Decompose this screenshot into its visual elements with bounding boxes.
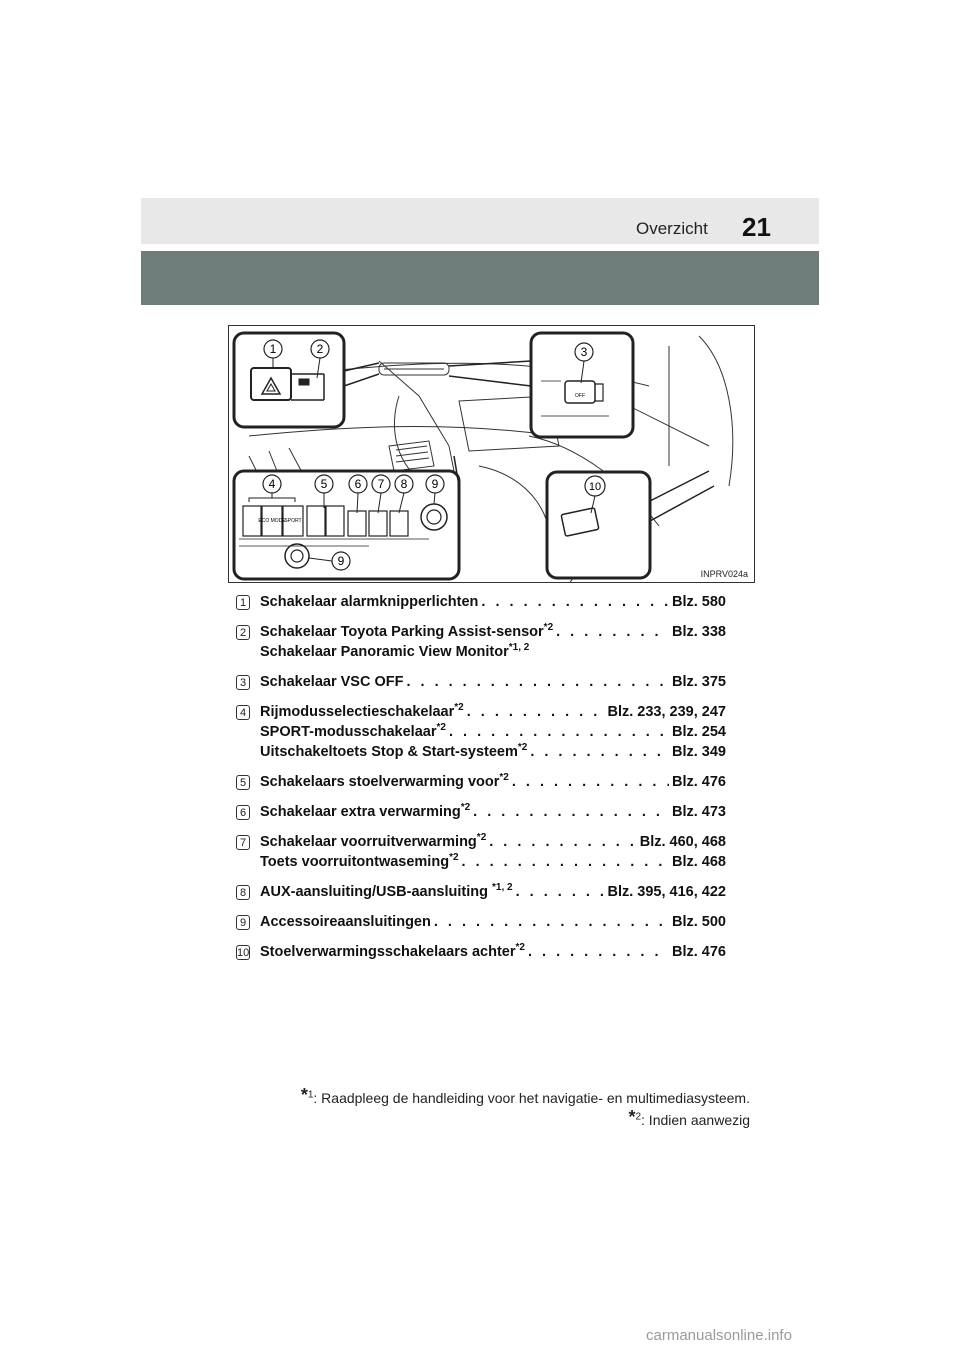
- header-band: [141, 251, 819, 305]
- item-line: [260, 884, 726, 904]
- footnote-mark: *1, 2: [492, 882, 513, 893]
- page-reference: Blz. 500: [672, 914, 726, 930]
- callout-6: 6: [354, 477, 362, 491]
- header-bar: [141, 198, 819, 244]
- footnote-mark: *2: [454, 702, 464, 713]
- eco-mode-label: ECO MODE: [258, 518, 286, 524]
- footnotes: [236, 1085, 750, 1129]
- item-number: 10: [237, 947, 250, 959]
- list-item: [236, 834, 726, 874]
- dot-leader: [467, 704, 605, 720]
- item-line: [260, 804, 726, 824]
- list-item: [236, 884, 726, 904]
- dot-leader: [473, 804, 669, 820]
- callout-9-lower: 9: [337, 554, 345, 568]
- callout-9: 9: [431, 477, 439, 491]
- footnote-number: 2: [635, 1111, 642, 1123]
- footnote-mark: *2: [543, 622, 554, 633]
- dot-leader: [449, 724, 669, 740]
- callout-8: 8: [400, 477, 408, 491]
- list-item: [236, 774, 726, 794]
- item-text: Schakelaar Panoramic View Monitor: [260, 644, 509, 660]
- list-item: [236, 944, 726, 964]
- dot-leader: [489, 834, 637, 850]
- callout-1: 1: [269, 342, 277, 356]
- item-number: 7: [236, 835, 250, 850]
- callout-10: 10: [588, 481, 602, 493]
- page-reference: Blz. 233, 239, 247: [607, 704, 726, 720]
- footnote-star: *: [300, 1085, 308, 1105]
- item-line: [260, 724, 726, 744]
- dot-leader: [530, 744, 669, 760]
- item-line: [260, 834, 726, 854]
- item-line: [260, 774, 726, 794]
- footnote-mark: *2: [436, 722, 446, 733]
- item-text: Uitschakeltoets Stop & Start-systeem: [260, 744, 518, 760]
- figure-code: INPRV024a: [700, 569, 748, 579]
- page-reference: Blz. 580: [672, 594, 726, 610]
- dot-leader: [516, 884, 605, 900]
- dashboard-drawing: [229, 326, 755, 583]
- page-number: 21: [742, 212, 771, 242]
- page-reference: Blz. 349: [672, 744, 726, 760]
- item-text: AUX-aansluiting/USB-aansluiting: [260, 884, 493, 900]
- callout-3: 3: [580, 345, 588, 359]
- footnote-1: [236, 1085, 750, 1107]
- item-text: Schakelaar extra verwarming: [260, 804, 461, 820]
- page-reference: Blz. 254: [672, 724, 726, 740]
- item-number: 5: [236, 775, 250, 790]
- list-item: [236, 594, 726, 614]
- page-reference: Blz. 460, 468: [639, 834, 726, 850]
- item-text: Stoelverwarmingsschakelaars achter: [260, 944, 516, 960]
- dot-leader: [462, 854, 669, 870]
- item-line: [260, 594, 726, 614]
- list-item: [236, 704, 726, 764]
- item-number: 1: [236, 595, 250, 610]
- item-line: [260, 744, 726, 764]
- footnote-mark: *2: [449, 852, 459, 863]
- dot-leader: [528, 944, 669, 960]
- page-reference: Blz. 338: [672, 624, 726, 640]
- item-number: 2: [236, 625, 250, 640]
- page-reference: Blz. 476: [672, 944, 726, 960]
- dot-leader: [481, 594, 669, 610]
- item-text: Rijmodusselectieschakelaar: [260, 704, 455, 720]
- dot-leader: [434, 914, 669, 930]
- footnote-text: : Indien aanwezig: [641, 1112, 750, 1128]
- item-text: Schakelaar alarmknipperlichten: [260, 594, 479, 610]
- page-reference: Blz. 476: [672, 774, 726, 790]
- item-text: SPORT-modusschakelaar: [260, 724, 437, 740]
- page-reference: Blz. 473: [672, 804, 726, 820]
- sport-label: SPORT: [284, 518, 302, 524]
- callout-4: 4: [268, 477, 276, 491]
- page-reference: Blz. 395, 416, 422: [607, 884, 726, 900]
- footnote-text: : Raadpleeg de handleiding voor het navigatie- en multimediasysteem.: [313, 1090, 750, 1106]
- footnote-2: [236, 1107, 750, 1129]
- dot-leader: [556, 624, 669, 640]
- list-item: [236, 624, 726, 664]
- item-text: Accessoireaansluitingen: [260, 914, 431, 930]
- footnote-mark: *2: [476, 832, 487, 843]
- footnote-number: 1: [307, 1089, 314, 1101]
- callout-5: 5: [320, 477, 328, 491]
- footnote-mark: *2: [515, 942, 525, 953]
- item-text: Toets voorruitontwaseming: [260, 854, 450, 870]
- item-number: 4: [236, 705, 250, 720]
- item-line: [260, 944, 726, 964]
- footnote-mark: *1, 2: [508, 642, 530, 653]
- list-item: [236, 674, 726, 694]
- dot-leader: [512, 774, 669, 790]
- item-text: Schakelaar VSC OFF: [260, 674, 404, 690]
- dot-leader: [406, 674, 669, 690]
- item-number: 6: [236, 805, 250, 820]
- item-line: [260, 854, 726, 874]
- item-text: Schakelaars stoelverwarming voor: [260, 774, 500, 790]
- item-line: [260, 624, 726, 644]
- footnote-mark: *2: [499, 772, 509, 783]
- section-title: Overzicht: [636, 219, 708, 238]
- item-line: [260, 914, 726, 934]
- item-number: 3: [236, 675, 250, 690]
- item-text: Schakelaar Toyota Parking Assist-sensor: [260, 624, 544, 640]
- footnote-mark: *2: [517, 742, 528, 753]
- callout-2: 2: [316, 342, 324, 356]
- item-line: [260, 674, 726, 694]
- footnote-mark: *2: [460, 802, 471, 813]
- item-number: 9: [236, 915, 250, 930]
- callout-7: 7: [377, 477, 385, 491]
- vsc-off-label: OFF: [575, 393, 585, 399]
- list-item: [236, 914, 726, 934]
- watermark: carmanualsonline.info: [646, 1327, 792, 1344]
- list-item: [236, 804, 726, 824]
- item-line: [260, 704, 726, 724]
- item-line: [260, 644, 726, 664]
- page-reference: Blz. 468: [672, 854, 726, 870]
- page-reference: Blz. 375: [672, 674, 726, 690]
- item-number: 8: [236, 885, 250, 900]
- dashboard-illustration: [228, 325, 755, 583]
- item-text: Schakelaar voorruitverwarming: [260, 834, 477, 850]
- footnote-star: *: [628, 1107, 636, 1127]
- item-list: [236, 594, 726, 974]
